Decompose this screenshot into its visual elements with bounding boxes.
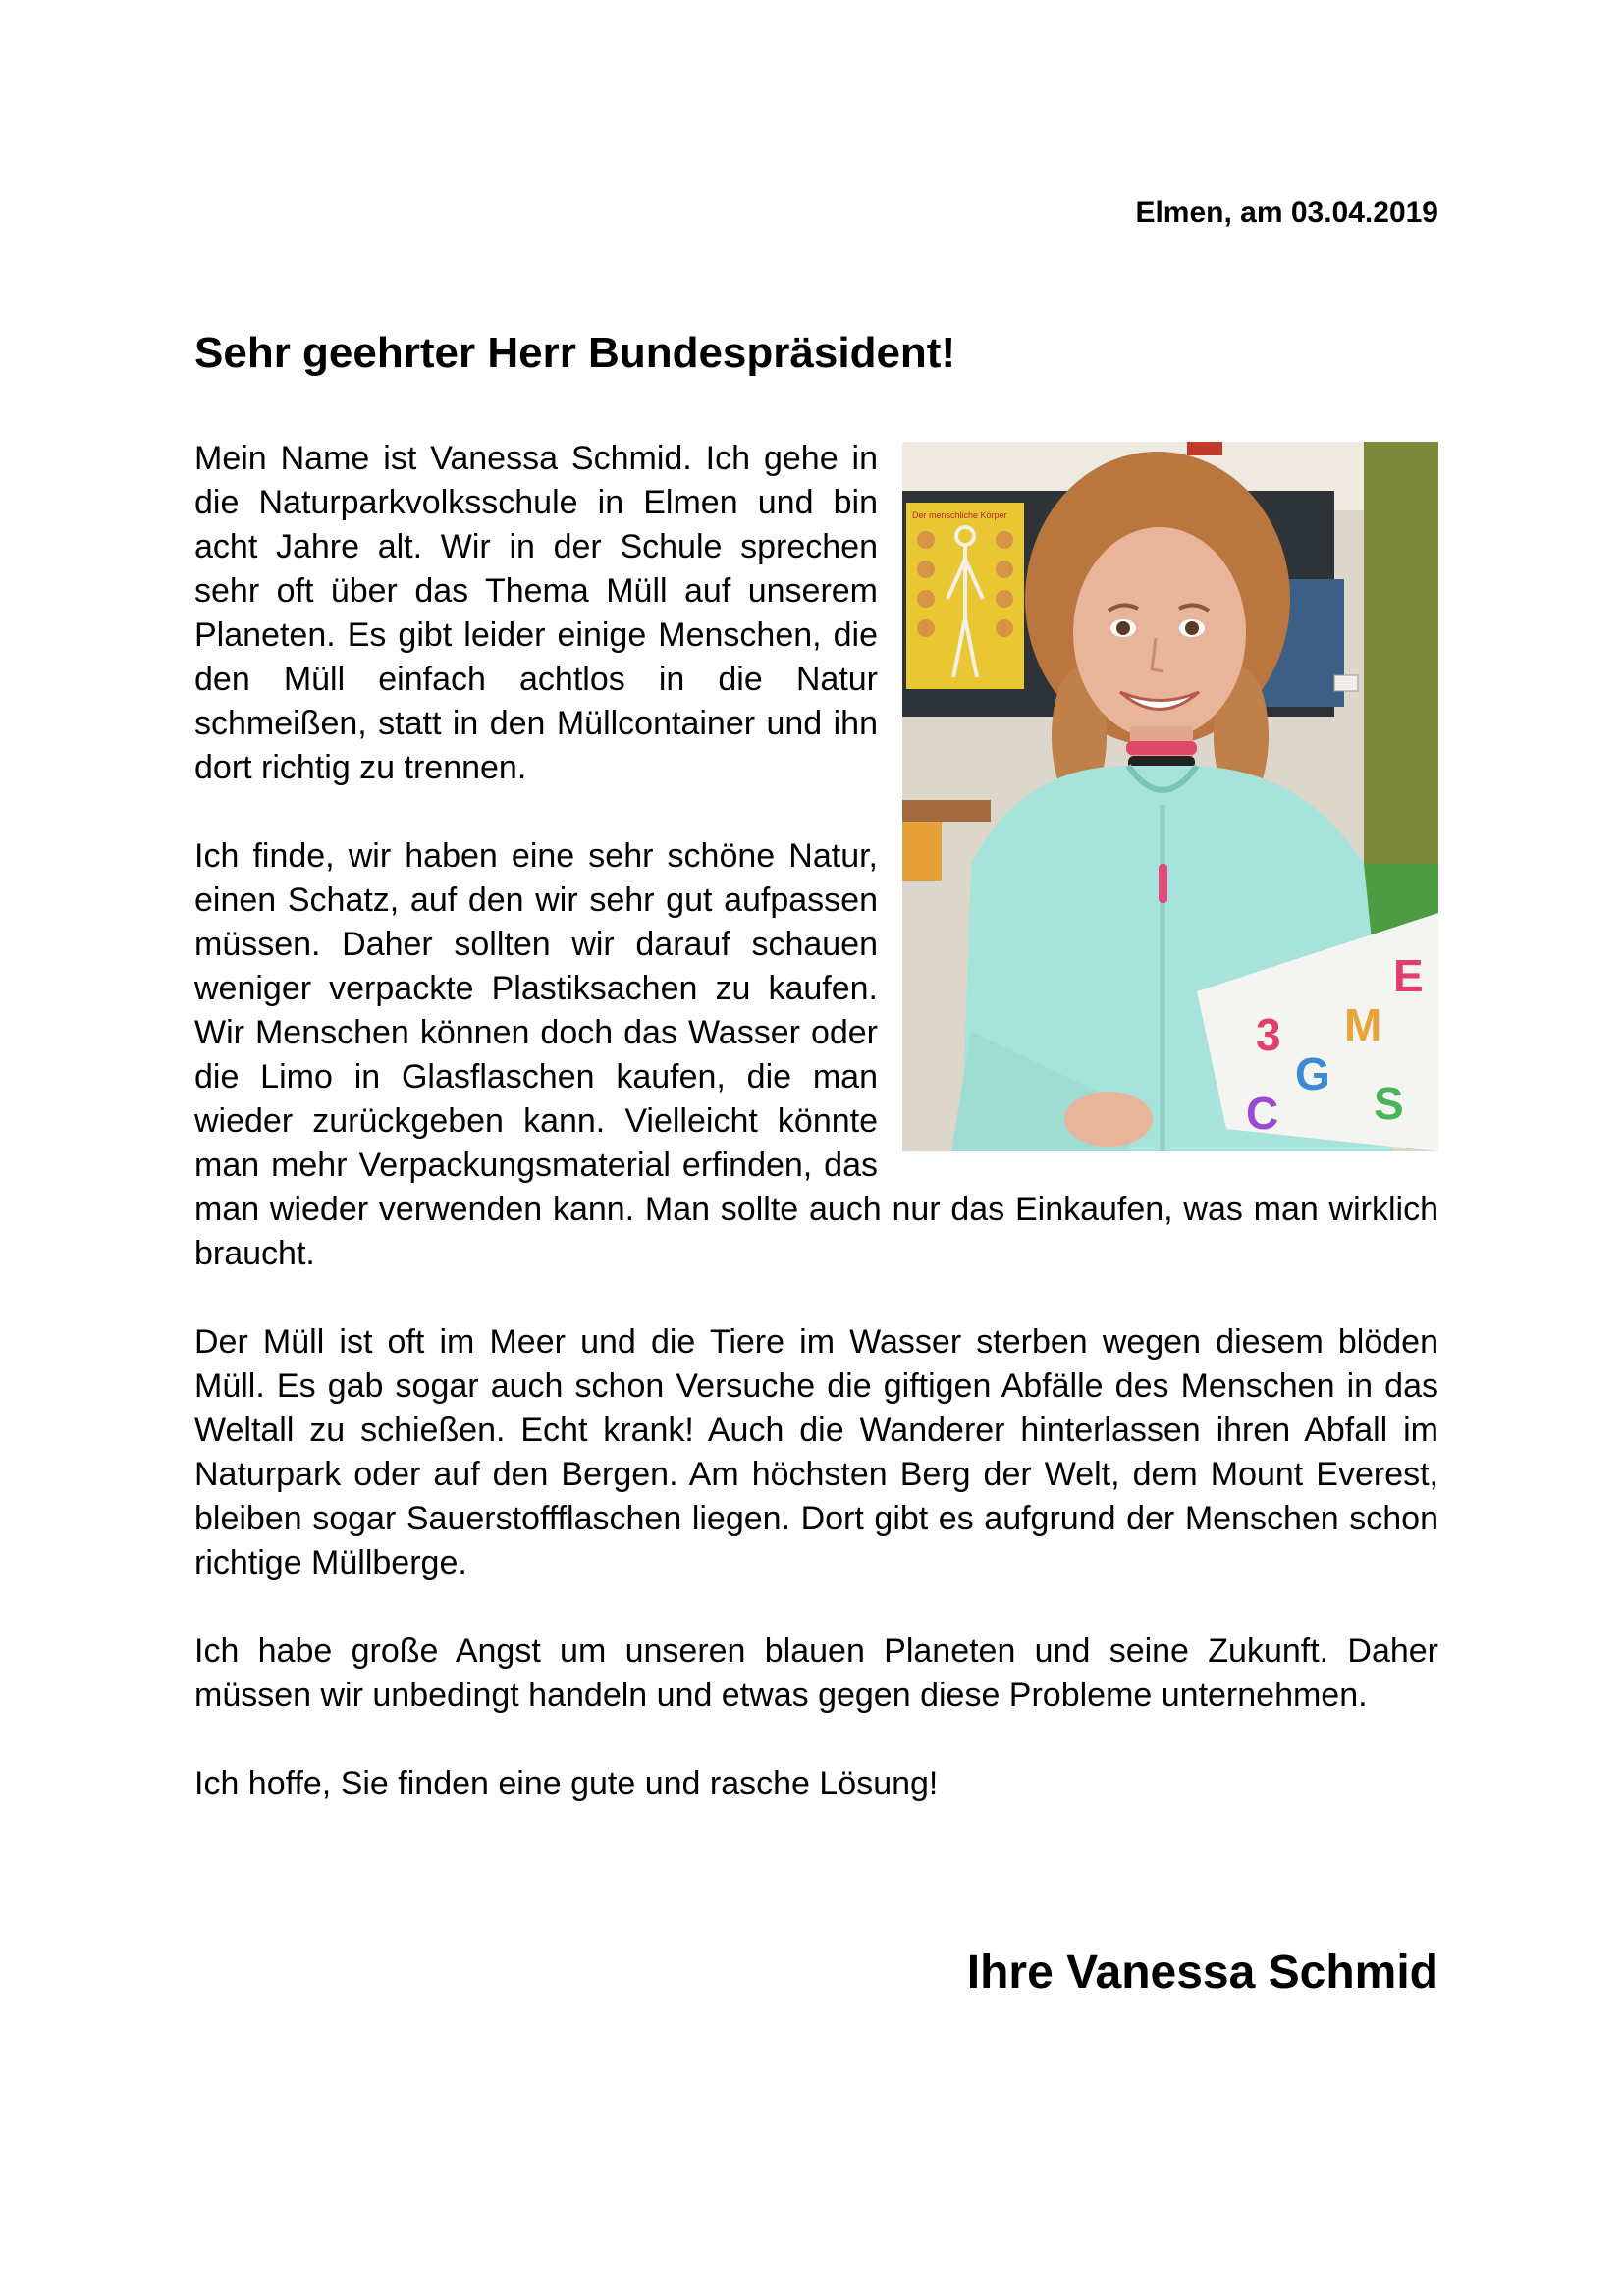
paragraph: Ich hoffe, Sie finden eine gute und rasche Lösung! [194,1765,939,1802]
letter-body [194,437,1438,1850]
svg-text:E: E [1393,950,1424,1001]
letter-salutation: Sehr geehrter Herr Bundespräsident! [194,329,956,377]
paragraph: Mein Name ist Vanessa Schmid. Ich gehe in die Naturparkvolksschule in Elmen und bin acht Jahre alt. Wir in der Schule sprechen sehr oft über das Thema Müll auf unserem Planeten. Es gibt leider einige Menschen, die den Müll einfach achtlos in die Natur schmeißen, statt in den Müllcontainer und ihn dort richtig zu trennen. [194,440,878,786]
svg-text:G: G [1295,1048,1330,1099]
paragraph: Ich habe große Angst um unseren blauen Planeten und seine Zukunft. Daher müssen wir unbedingt handeln und etwas gegen diese Probleme unternehmen. [194,1632,1438,1714]
letter-signature: Ihre Vanessa Schmid [966,1947,1438,1999]
svg-text:C: C [1246,1088,1279,1139]
photo-girl-in-classroom [902,442,1438,1151]
svg-text:3: 3 [1256,1009,1281,1060]
poster-caption: Der menschliche Körper [912,510,1007,520]
svg-text:M: M [1344,999,1382,1050]
paragraph: Ich finde, wir haben eine sehr schöne Natur, einen Schatz, auf den wir sehr gut aufpassen müssen. Daher sollten wir darauf schauen weniger verpackte Plastiksachen zu kaufen. Wir Menschen können doch das Wasser oder die Limo in Glasflaschen kaufen, die man wieder zurückgeben kann. Vielleicht könnte man mehr Verpackungsmaterial erfinden, das man wieder verwenden kann. Man sollte auch nur das Einkaufen, was man wirklich braucht. [194,837,1438,1272]
svg-text:S: S [1374,1078,1404,1129]
paragraph: Der Müll ist oft im Meer und die Tiere im Wasser sterben wegen diesem blöden Müll. Es gab sogar auch schon Versuche die giftigen Abfälle des Menschen in das Weltall zu schießen. Echt krank! Auch die Wanderer hinterlassen ihren Abfall im Naturpark oder auf den Bergen. Am höchsten Berg der Welt, dem Mount Everest, bleiben sogar Sauerstoffflaschen liegen. Dort gibt es aufgrund der Menschen schon richtige Müllberge. [194,1323,1438,1581]
letter-date: Elmen, am 03.04.2019 [1135,196,1438,229]
